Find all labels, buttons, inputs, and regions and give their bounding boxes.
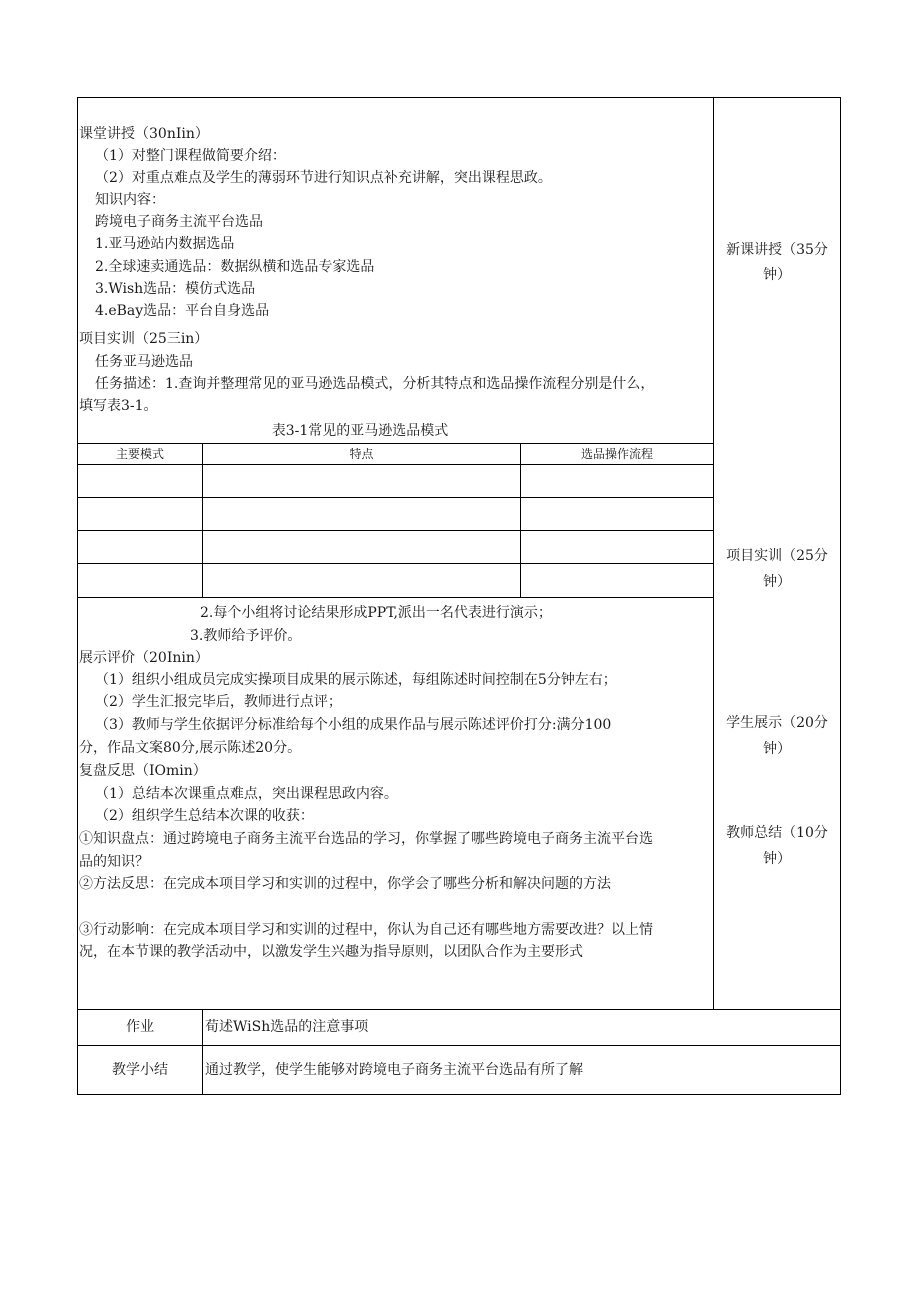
frame-right (840, 97, 841, 1095)
lecture-item: （2）对重点难点及学生的薄弱环节进行知识点补充讲解，突出课程思政。 (95, 170, 552, 186)
table-line-3 (77, 530, 714, 531)
project-desc: 填写表3-1。 (79, 398, 158, 414)
lecture-item: 4.eBay选品：平台自身选品 (95, 303, 270, 319)
lecture-item: 跨境电子商务主流平台选品 (95, 214, 263, 230)
showcase-item: 分，作品文案80分,展示陈述20分。 (79, 740, 302, 756)
project-heading: 项目实训（25三in） (79, 331, 209, 347)
lecture-item: 3.Wish选品：模仿式选品 (95, 281, 256, 297)
table-line-1 (77, 464, 714, 465)
lecture-item: （1）对整门课程做简要介绍： (95, 148, 286, 164)
review-action: ③行动影响：在完成本项目学习和实训的过程中，你认为自己还有哪些地方需要改进？以上情 (79, 922, 653, 938)
table-header-feature: 特点 (349, 447, 374, 461)
review-item: （2）组织学生总结本次课的收获： (95, 808, 314, 824)
showcase-item: （3）教师与学生依据评分标准给每个小组的成果作品与展示陈述评价打分:满分100 (95, 717, 612, 733)
showcase-item: （2）学生汇报完毕后，教师进行点评； (95, 694, 342, 710)
table-line-5 (77, 597, 714, 598)
time-review: 教师总结（10分 (726, 825, 828, 841)
review-action: 况，在本节课的教学活动中，以激发学生兴趣为指导原则，以团队合作为主要形式 (79, 944, 583, 960)
frame-left (77, 97, 78, 1095)
review-knowledge: ①知识盘点：通过跨境电子商务主流平台选品的学习，你掌握了哪些跨境电子商务主流平台选 (79, 831, 653, 847)
lecture-heading: 课堂讲授（30nIin） (79, 126, 209, 142)
time-showcase: 学生展示（20分 (726, 715, 828, 731)
review-item: （1）总结本次课重点难点，突出课程思政内容。 (95, 786, 398, 802)
table-line-2 (77, 497, 714, 498)
project-step: 2.每个小组将讨论结果形成PPT,派出一名代表进行演示； (200, 605, 552, 621)
summary-label: 教学小结 (112, 1062, 168, 1078)
time-project: 钟） (763, 574, 791, 590)
summary-value: 通过教学，使学生能够对跨境电子商务主流平台选品有所了解 (205, 1062, 583, 1078)
frame-top (77, 97, 841, 98)
table-col-divider-2 (520, 443, 521, 598)
lecture-item: 知识内容： (95, 192, 165, 208)
time-lecture: 新课讲授（35分 (726, 242, 828, 258)
project-task: 任务亚马逊选品 (95, 354, 193, 370)
table-caption: 表3-1常见的亚马逊选品模式 (271, 423, 449, 439)
time-lecture: 钟） (763, 267, 791, 283)
table-header-process: 选品操作流程 (580, 447, 653, 461)
time-review: 钟） (763, 851, 791, 867)
time-project: 项目实训（25分 (726, 548, 828, 564)
time-showcase: 钟） (763, 741, 791, 757)
homework-value: 荀述WiSh选品的注意事项 (205, 1019, 369, 1035)
table-col-divider-1 (202, 443, 203, 598)
frame-bottom (77, 1094, 841, 1095)
project-step: 3.教师给予评价。 (190, 628, 302, 644)
showcase-item: （1）组织小组成员完成实操项目成果的展示陈述，每组陈述时间控制在5分钟左右； (95, 672, 617, 688)
review-method: ②方法反思：在完成本项目学习和实训的过程中，你学会了哪些分析和解决问题的方法 (79, 876, 611, 892)
homework-label: 作业 (126, 1019, 154, 1035)
summary-row-top (77, 1045, 841, 1046)
table-line-4 (77, 563, 714, 564)
table-header-mode: 主要模式 (115, 447, 164, 461)
homework-row-top (77, 1009, 841, 1010)
review-knowledge: 品的知识？ (79, 854, 149, 870)
lecture-item: 2.全球速卖通选品：数据纵横和选品专家选品 (95, 259, 375, 275)
bottom-label-divider (202, 1009, 203, 1095)
showcase-heading: 展示评价（20Inin） (79, 650, 209, 666)
project-desc: 任务描述：1.查询并整理常见的亚马逊选品模式，分析其特点和选品操作流程分别是什么， (95, 376, 655, 392)
lecture-item: 1.亚马逊站内数据选品 (95, 236, 235, 252)
review-heading: 复盘反思（IOmin） (79, 763, 207, 779)
